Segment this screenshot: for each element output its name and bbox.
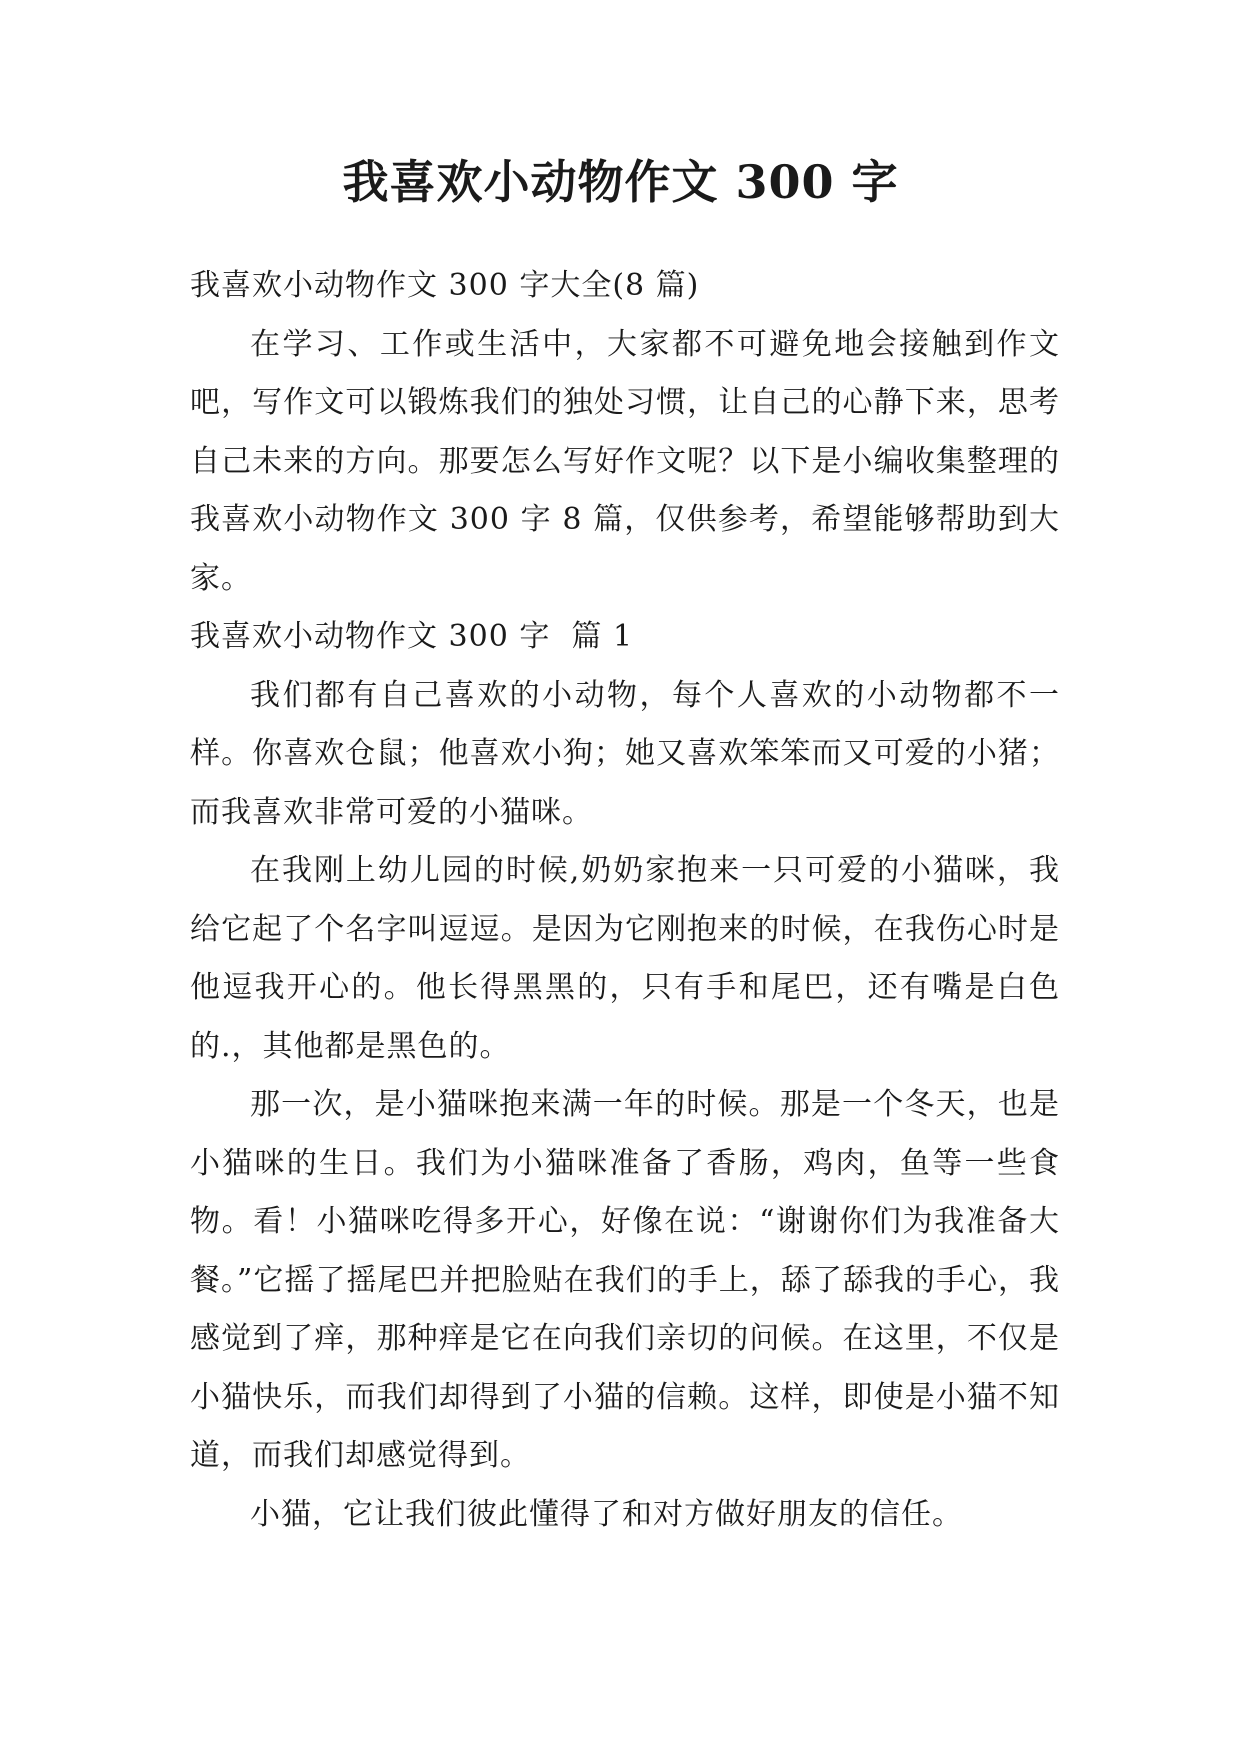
section-heading: 我喜欢小动物作文 300 字 篇 1 [190,619,634,654]
document-body [190,257,1060,1544]
body-paragraph: 在我刚上幼儿园的时候,奶奶家抱来一只可爱的小猫咪，我给它起了个名字叫逗逗。是因为它刚抱来的时候，在我伤心时是他逗我开心的。他长得黑黑的，只有手和尾巴，还有嘴是白色的.，其他都是黑色的。 [190,853,1060,1064]
intro-paragraph: 在学习、工作或生活中，大家都不可避免地会接触到作文吧，写作文可以锻炼我们的独处习惯，让自己的心静下来，思考自己未来的方向。那要怎么写好作文呢？以下是小编收集整理的我喜欢小动物作文 300 字 8 篇，仅供参考，希望能够帮助到大家。 [190,326,1060,596]
body-paragraph: 那一次，是小猫咪抱来满一年的时候。那是一个冬天，也是小猫咪的生日。我们为小猫咪准备了香肠，鸡肉，鱼等一些食物。看！小猫咪吃得多开心，好像在说：“谢谢你们为我准备大餐。”它摇了摇尾巴并把脸贴在我们的手上，舔了舔我的手心，我感觉到了痒，那种痒是它在向我们亲切的问候。在这里，不仅是小猫快乐，而我们却得到了小猫的信赖。这样，即使是小猫不知道，而我们却感觉得到。 [190,1087,1060,1473]
document-title: 我喜欢小动物作文 300 字 [342,155,899,209]
body-paragraph: 小猫，它让我们彼此懂得了和对方做好朋友的信任。 [250,1496,963,1532]
document-subtitle: 我喜欢小动物作文 300 字大全(8 篇) [190,268,700,303]
body-paragraph: 我们都有自己喜欢的小动物，每个人喜欢的小动物都不一样。你喜欢仓鼠；他喜欢小狗；她又喜欢笨笨而又可爱的小猪；而我喜欢非常可爱的小猫咪。 [190,677,1060,830]
